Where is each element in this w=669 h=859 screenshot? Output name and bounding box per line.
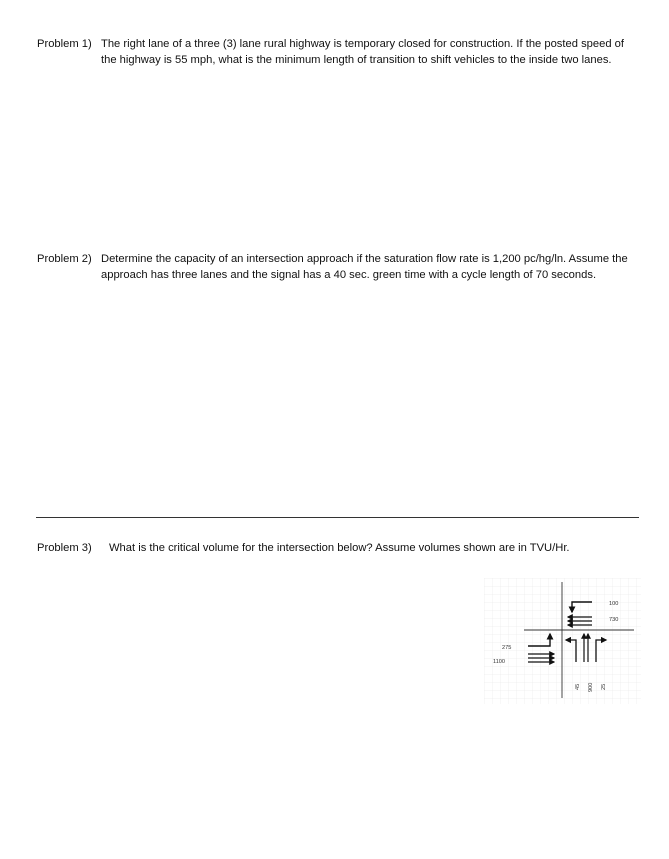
intersection-diagram: [484, 578, 641, 704]
problem-1-text: The right lane of a three (3) lane rural highway is temporary closed for construction. If the posted speed of the highway is 55 mph, what is the minimum length of transition to shift vehicles to the inside two lanes.: [101, 38, 624, 66]
westbound-through-volume: 730: [609, 617, 619, 623]
eastbound-through-volume: 1100: [493, 659, 506, 665]
eastbound-left-volume: 275: [502, 645, 512, 651]
problem-2-text: Determine the capacity of an intersection approach if the saturation flow rate is 1,200 pc/hg/ln. Assume the approach has three lanes and the signal has a 40 sec. green time with a cycle length of 70 seconds.: [101, 253, 628, 281]
problem-2-label: Problem 2): [37, 253, 92, 265]
northbound-through-volume: 900: [588, 682, 594, 692]
section-divider: [36, 517, 639, 518]
problem-3-text: What is the critical volume for the intersection below? Assume volumes shown are in TVU/Hr.: [109, 542, 570, 554]
westbound-left-volume: 100: [609, 601, 619, 607]
problem-3-label: Problem 3): [37, 542, 92, 554]
problem-1-label: Problem 1): [37, 38, 92, 50]
grid-background: [484, 578, 641, 704]
northbound-left-volume: 45: [575, 683, 581, 690]
northbound-right-volume: 25: [601, 683, 607, 690]
